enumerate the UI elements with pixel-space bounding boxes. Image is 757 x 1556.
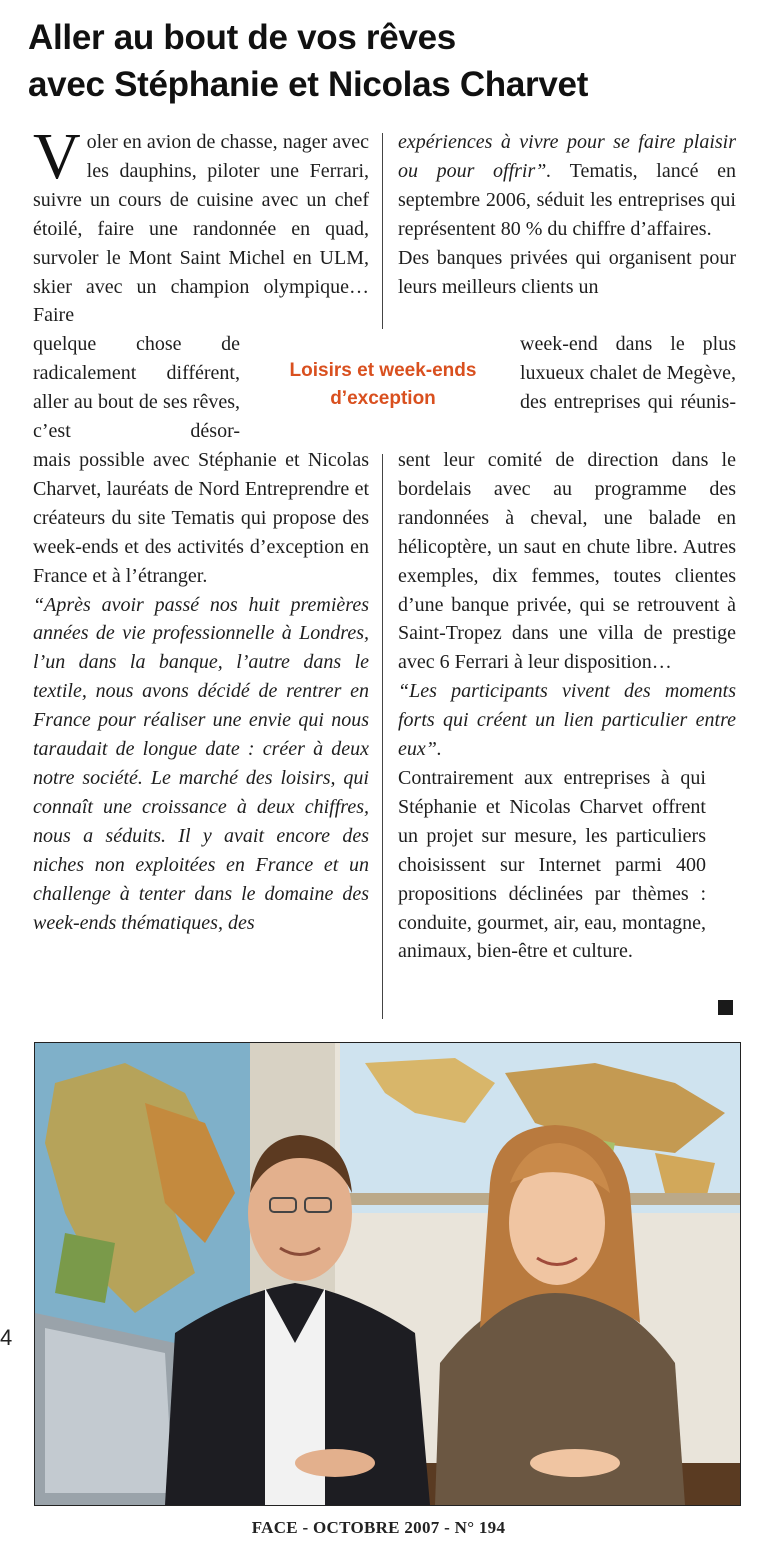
founders-photo [34, 1042, 741, 1506]
column-right-bottom [398, 446, 736, 966]
title-line-2: avec Stéphanie et Nicolas Charvet [28, 65, 589, 104]
tematis-text: Tematis, lancé en septembre 2006, séduit les entreprises qui représentent 80 % du chiffre d’affaires. [398, 159, 736, 240]
paragraph-individuals: Contrairement aux entreprises à qui Stéphanie et Nicolas Charvet offrent un projet sur mesure, les particuliers choisissent sur Internet parmi 400 propositions déclinées par thèmes : conduite, gourmet, air, eau, montagne, animaux, bien-être et culture. [398, 766, 706, 963]
pull-quote-line-2: d’exception [330, 388, 436, 409]
page-footer: FACE - OCTOBRE 2007 - N° 194 [251, 1518, 506, 1537]
column-divider-bottom [382, 454, 383, 1019]
article-title [28, 14, 748, 108]
drop-cap: V [33, 120, 81, 193]
quote-participants: “Les participants vivent des moments forts qui créent un lien particulier entre eux”. [398, 680, 736, 761]
photo-illustration [35, 1043, 740, 1505]
column-left-bottom [33, 446, 369, 937]
end-of-article-mark [718, 1000, 733, 1015]
paragraph-banks-cont: week-end dans le plus luxueux chalet de Megève, des entreprises qui réunis- [520, 333, 736, 413]
paragraph-examples: sent leur comité de direction dans le bordelais avec au programme des randonnées à cheval, une balade en hélicoptère, un saut en chute libre. Autres exemples, dix femmes, toutes clientes d’une banque privée, qui se retrouvent à Saint-Tropez dans une villa de prestige avec 6 Ferrari à leur disposition… [398, 449, 736, 674]
paragraph-intro-cont: quelque chose de radicalement différent, aller au bout de ses rêves, c’est désor- [33, 333, 240, 442]
title-line-1: Aller au bout de vos rêves [28, 18, 456, 57]
paragraph-intro: oler en avion de chasse, nager avec les dauphins, piloter une Ferrari, suivre un cours de cuisine avec un chef étoilé, faire une randonnée en quad, survoler le Mont Saint Michel en ULM, skier avec un champion olympique… Faire [33, 131, 369, 327]
column-left-top [33, 120, 369, 330]
paragraph-founders: mais possible avec Stéphanie et Nicolas Charvet, lauréats de Nord Entreprendre et créateurs du site Tematis qui propose des week-ends et des activités d’exception en France et à l’étranger. [33, 449, 369, 587]
paragraph-banks: Des banques privées qui organisent pour leurs meilleurs clients un [398, 246, 736, 298]
column-right-top [398, 128, 736, 301]
pull-quote [248, 357, 518, 413]
margin-mark: 4 [0, 1325, 13, 1350]
quote-founders: “Après avoir passé nos huit premières années de vie professionnelle à Londres, l’un dans la banque, l’autre dans le textile, nous avons décidé de rentrer en France pour réaliser une envie qui nous taraudait de longue date : créer à deux notre société. Le marché des loisirs, qui connaît une croissance à deux chiffres, nous a séduits. Il y avait encore des niches non exploitées en France et un challenge à tenter dans le domaine des week-ends thématiques, des [33, 593, 369, 934]
column-right-mid [520, 330, 736, 417]
quote-end: expériences à vivre pour se faire plaisir ou pour offrir”. [398, 131, 736, 182]
paragraph-tematis [398, 128, 736, 244]
column-left-mid [33, 330, 240, 446]
pull-quote-line-1: Loisirs et week-ends [289, 360, 477, 381]
column-divider-top [382, 133, 383, 329]
